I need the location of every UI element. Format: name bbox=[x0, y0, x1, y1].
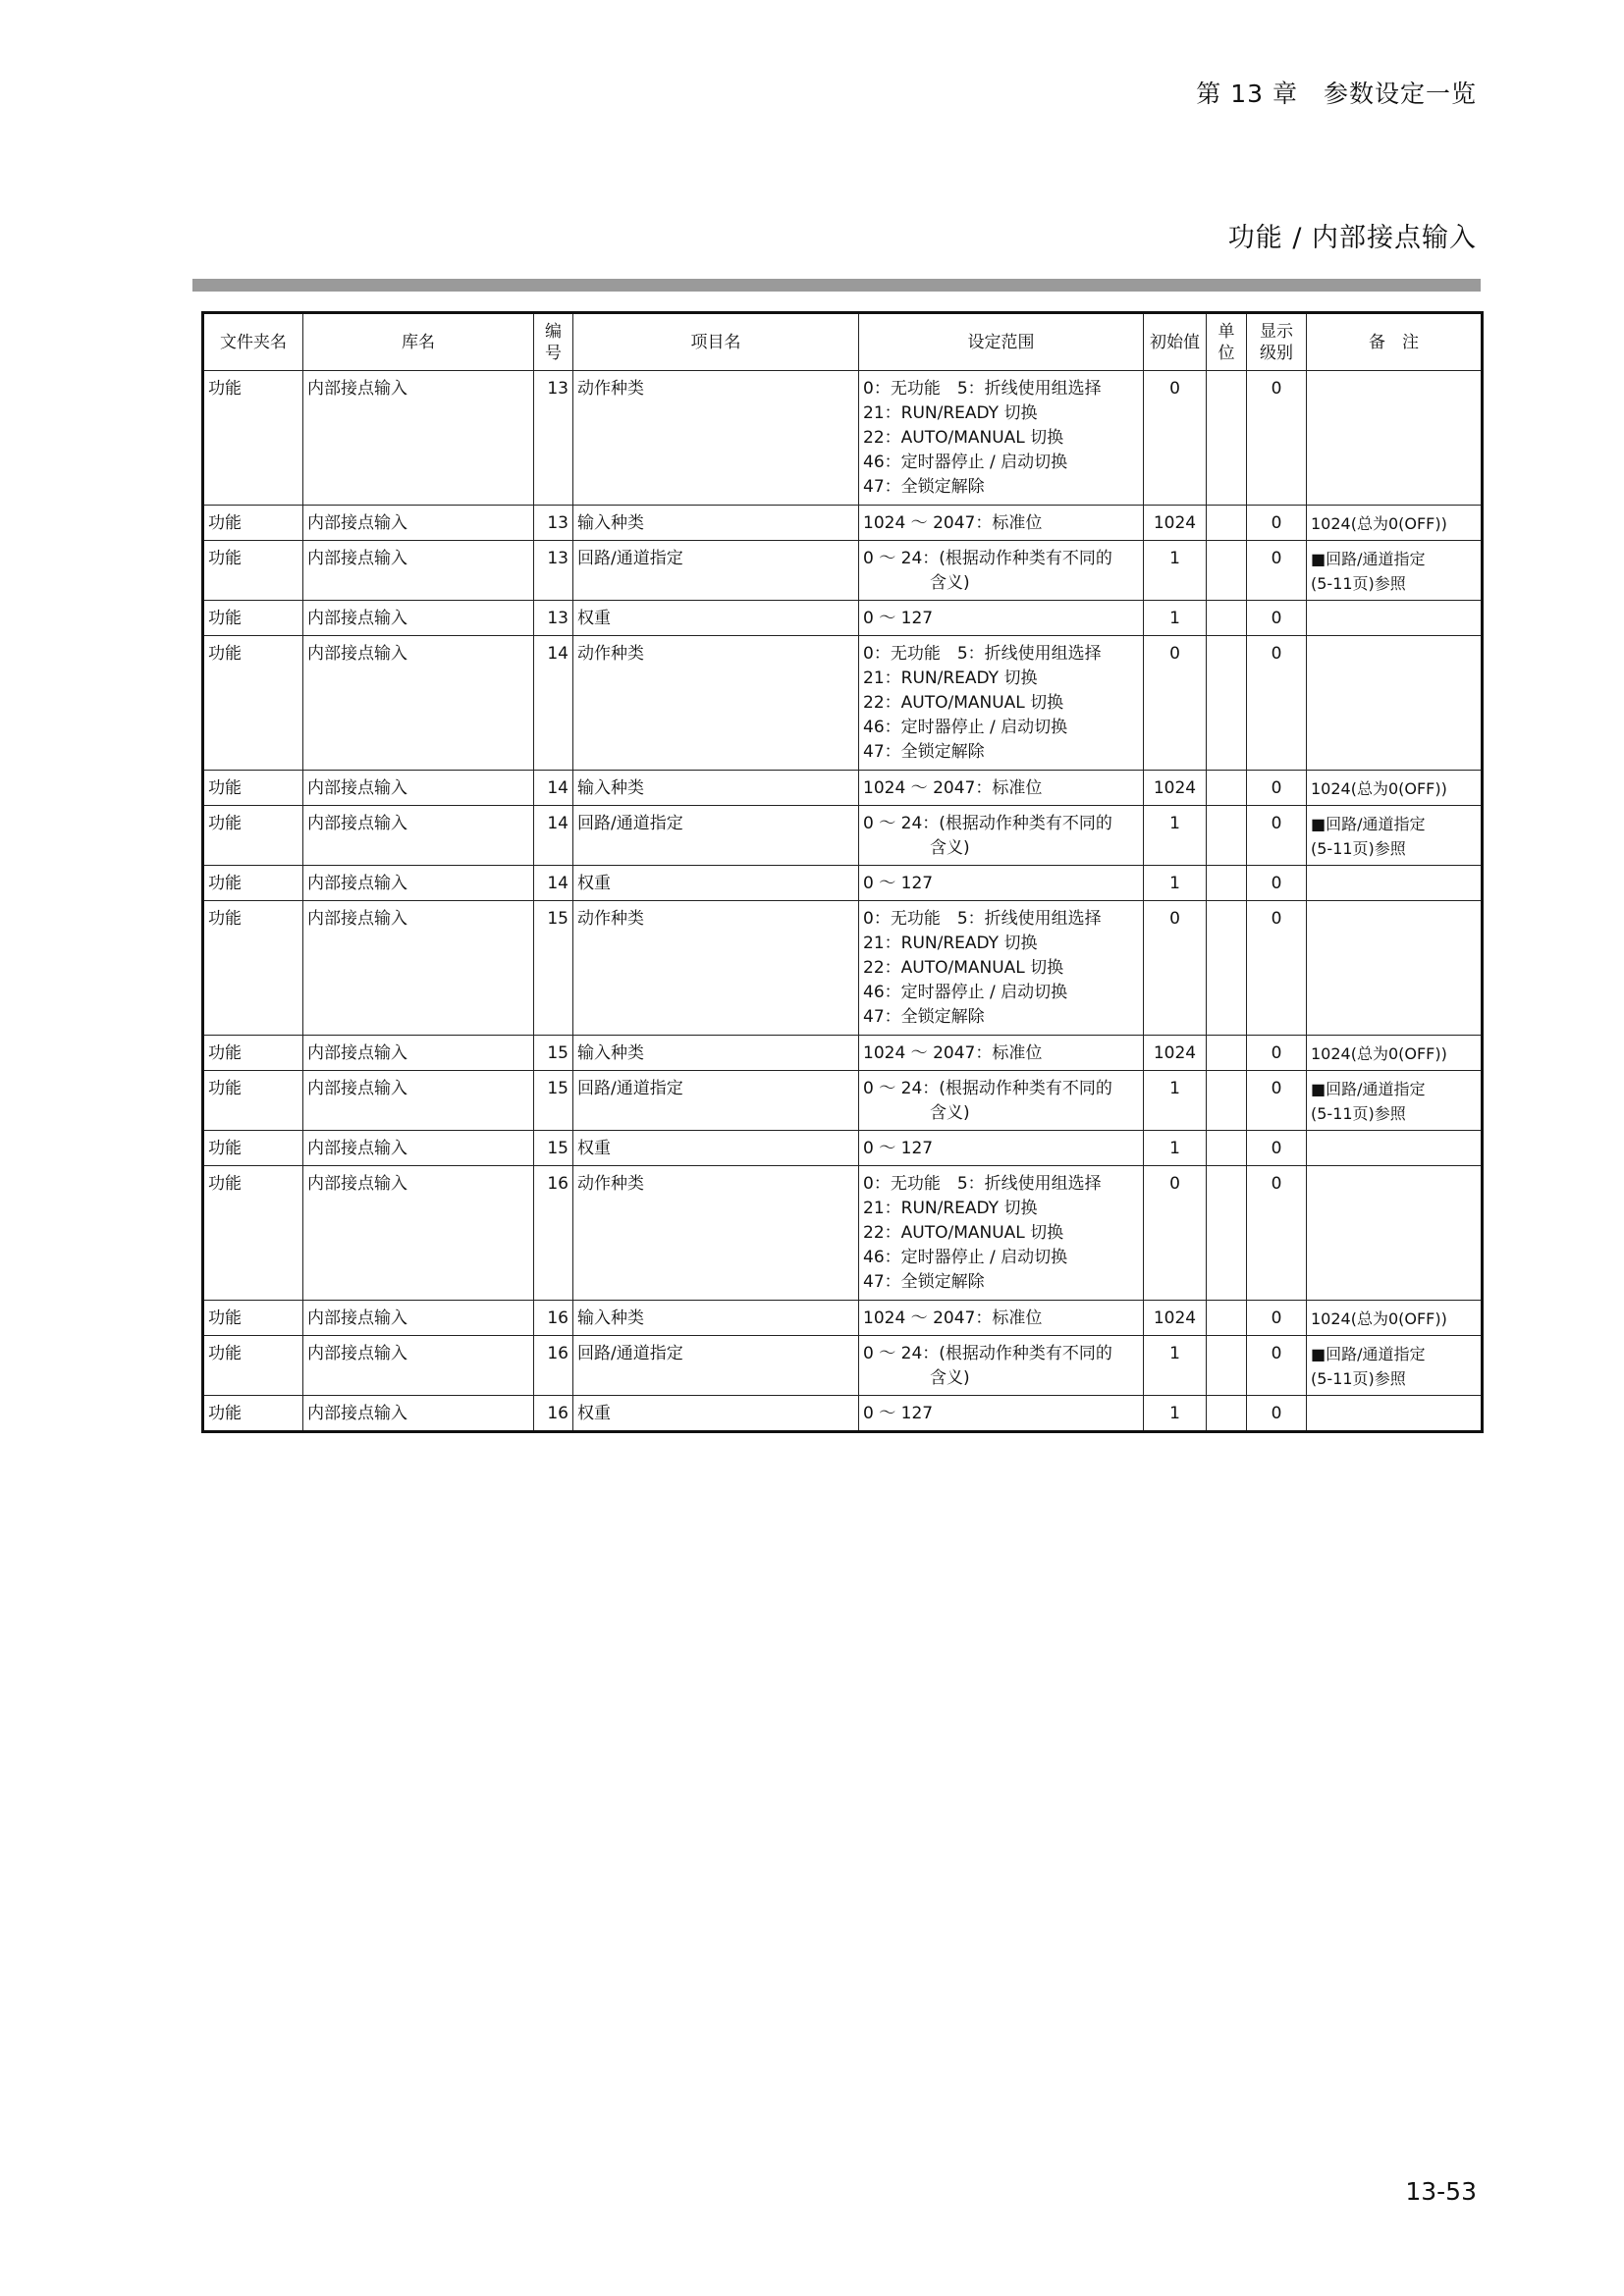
table-header-row bbox=[203, 313, 1483, 371]
unit-cell bbox=[1207, 1336, 1247, 1396]
number-cell: 15 bbox=[534, 1071, 573, 1131]
library-cell: 内部接点输入 bbox=[303, 636, 534, 771]
column-header: 项目名 bbox=[573, 313, 859, 371]
library-cell: 内部接点输入 bbox=[303, 1036, 534, 1071]
library-cell: 内部接点输入 bbox=[303, 371, 534, 506]
table-row bbox=[203, 636, 1483, 771]
display-level-cell: 0 bbox=[1247, 1166, 1307, 1301]
item-name-cell: 输入种类 bbox=[573, 1036, 859, 1071]
remark-cell bbox=[1307, 636, 1483, 771]
range-cell: 0：无功能 5：折线使用组选择 21：RUN/READY 切换 22：AUTO/MANUAL 切换 46：定时器停止 / 启动切换 47：全锁定解除 bbox=[859, 371, 1144, 506]
item-name-cell: 权重 bbox=[573, 601, 859, 636]
library-cell: 内部接点输入 bbox=[303, 601, 534, 636]
remark-cell: ■回路/通道指定 (5-11页)参照 bbox=[1307, 1071, 1483, 1131]
unit-cell bbox=[1207, 806, 1247, 866]
initial-value-cell: 0 bbox=[1144, 901, 1207, 1036]
remark-cell bbox=[1307, 601, 1483, 636]
display-level-cell: 0 bbox=[1247, 1336, 1307, 1396]
display-level-cell: 0 bbox=[1247, 541, 1307, 601]
range-cell: 0 ～ 127 bbox=[859, 866, 1144, 901]
header-divider bbox=[192, 279, 1481, 292]
item-name-cell: 动作种类 bbox=[573, 371, 859, 506]
initial-value-cell: 1 bbox=[1144, 806, 1207, 866]
unit-cell bbox=[1207, 866, 1247, 901]
column-header: 初始值 bbox=[1144, 313, 1207, 371]
number-cell: 13 bbox=[534, 506, 573, 541]
number-cell: 16 bbox=[534, 1396, 573, 1432]
initial-value-cell: 1 bbox=[1144, 1336, 1207, 1396]
number-cell: 15 bbox=[534, 1036, 573, 1071]
folder-cell: 功能 bbox=[203, 541, 303, 601]
remark-cell: 1024(总为0(OFF)) bbox=[1307, 771, 1483, 806]
range-cell: 1024 ～ 2047：标准位 bbox=[859, 506, 1144, 541]
display-level-cell: 0 bbox=[1247, 371, 1307, 506]
item-name-cell: 回路/通道指定 bbox=[573, 1071, 859, 1131]
initial-value-cell: 1 bbox=[1144, 866, 1207, 901]
initial-value-cell: 1 bbox=[1144, 1131, 1207, 1166]
unit-cell bbox=[1207, 1166, 1247, 1301]
unit-cell bbox=[1207, 1301, 1247, 1336]
table-row bbox=[203, 1396, 1483, 1432]
library-cell: 内部接点输入 bbox=[303, 866, 534, 901]
library-cell: 内部接点输入 bbox=[303, 1166, 534, 1301]
unit-cell bbox=[1207, 506, 1247, 541]
column-header: 库名 bbox=[303, 313, 534, 371]
range-cell: 0：无功能 5：折线使用组选择 21：RUN/READY 切换 22：AUTO/MANUAL 切换 46：定时器停止 / 启动切换 47：全锁定解除 bbox=[859, 1166, 1144, 1301]
section-title: 功能 / 内部接点输入 bbox=[1227, 223, 1477, 253]
display-level-cell: 0 bbox=[1247, 806, 1307, 866]
unit-cell bbox=[1207, 1036, 1247, 1071]
library-cell: 内部接点输入 bbox=[303, 1071, 534, 1131]
range-cell: 0 ～ 24：(根据动作种类有不同的 含义) bbox=[859, 1071, 1144, 1131]
initial-value-cell: 1 bbox=[1144, 1396, 1207, 1432]
display-level-cell: 0 bbox=[1247, 1071, 1307, 1131]
column-header: 设定范围 bbox=[859, 313, 1144, 371]
unit-cell bbox=[1207, 901, 1247, 1036]
table-row bbox=[203, 1336, 1483, 1396]
library-cell: 内部接点输入 bbox=[303, 1131, 534, 1166]
number-cell: 14 bbox=[534, 866, 573, 901]
initial-value-cell: 0 bbox=[1144, 1166, 1207, 1301]
range-cell: 0：无功能 5：折线使用组选择 21：RUN/READY 切换 22：AUTO/MANUAL 切换 46：定时器停止 / 启动切换 47：全锁定解除 bbox=[859, 636, 1144, 771]
column-header: 单位 bbox=[1207, 313, 1247, 371]
table-body bbox=[203, 371, 1483, 1432]
remark-cell bbox=[1307, 371, 1483, 506]
table-row bbox=[203, 1301, 1483, 1336]
unit-cell bbox=[1207, 771, 1247, 806]
initial-value-cell: 1 bbox=[1144, 541, 1207, 601]
remark-cell bbox=[1307, 1131, 1483, 1166]
display-level-cell: 0 bbox=[1247, 1301, 1307, 1336]
library-cell: 内部接点输入 bbox=[303, 771, 534, 806]
range-cell: 0 ～ 24：(根据动作种类有不同的 含义) bbox=[859, 806, 1144, 866]
range-cell: 0 ～ 24：(根据动作种类有不同的 含义) bbox=[859, 541, 1144, 601]
folder-cell: 功能 bbox=[203, 1336, 303, 1396]
initial-value-cell: 1024 bbox=[1144, 506, 1207, 541]
library-cell: 内部接点输入 bbox=[303, 901, 534, 1036]
unit-cell bbox=[1207, 371, 1247, 506]
initial-value-cell: 1024 bbox=[1144, 1036, 1207, 1071]
table-row bbox=[203, 866, 1483, 901]
folder-cell: 功能 bbox=[203, 506, 303, 541]
folder-cell: 功能 bbox=[203, 636, 303, 771]
folder-cell: 功能 bbox=[203, 901, 303, 1036]
folder-cell: 功能 bbox=[203, 1166, 303, 1301]
range-cell: 0 ～ 127 bbox=[859, 1131, 1144, 1166]
unit-cell bbox=[1207, 601, 1247, 636]
table-row bbox=[203, 771, 1483, 806]
item-name-cell: 权重 bbox=[573, 866, 859, 901]
display-level-cell: 0 bbox=[1247, 1036, 1307, 1071]
table-row bbox=[203, 806, 1483, 866]
unit-cell bbox=[1207, 1131, 1247, 1166]
library-cell: 内部接点输入 bbox=[303, 1336, 534, 1396]
display-level-cell: 0 bbox=[1247, 636, 1307, 771]
parameter-table bbox=[201, 311, 1484, 1433]
remark-cell bbox=[1307, 1166, 1483, 1301]
chapter-heading: 第 13 章 参数设定一览 bbox=[1196, 80, 1477, 108]
item-name-cell: 动作种类 bbox=[573, 1166, 859, 1301]
initial-value-cell: 1 bbox=[1144, 601, 1207, 636]
number-cell: 14 bbox=[534, 806, 573, 866]
remark-cell bbox=[1307, 1396, 1483, 1432]
folder-cell: 功能 bbox=[203, 1301, 303, 1336]
remark-cell: ■回路/通道指定 (5-11页)参照 bbox=[1307, 1336, 1483, 1396]
display-level-cell: 0 bbox=[1247, 771, 1307, 806]
range-cell: 1024 ～ 2047：标准位 bbox=[859, 1036, 1144, 1071]
remark-cell: ■回路/通道指定 (5-11页)参照 bbox=[1307, 806, 1483, 866]
folder-cell: 功能 bbox=[203, 771, 303, 806]
unit-cell bbox=[1207, 636, 1247, 771]
item-name-cell: 动作种类 bbox=[573, 636, 859, 771]
table-row bbox=[203, 1071, 1483, 1131]
display-level-cell: 0 bbox=[1247, 1131, 1307, 1166]
range-cell: 0：无功能 5：折线使用组选择 21：RUN/READY 切换 22：AUTO/MANUAL 切换 46：定时器停止 / 启动切换 47：全锁定解除 bbox=[859, 901, 1144, 1036]
item-name-cell: 回路/通道指定 bbox=[573, 1336, 859, 1396]
unit-cell bbox=[1207, 1071, 1247, 1131]
remark-cell: 1024(总为0(OFF)) bbox=[1307, 506, 1483, 541]
item-name-cell: 回路/通道指定 bbox=[573, 541, 859, 601]
folder-cell: 功能 bbox=[203, 1071, 303, 1131]
display-level-cell: 0 bbox=[1247, 601, 1307, 636]
table-row bbox=[203, 506, 1483, 541]
item-name-cell: 输入种类 bbox=[573, 506, 859, 541]
folder-cell: 功能 bbox=[203, 1396, 303, 1432]
item-name-cell: 权重 bbox=[573, 1131, 859, 1166]
remark-cell bbox=[1307, 866, 1483, 901]
folder-cell: 功能 bbox=[203, 1131, 303, 1166]
folder-cell: 功能 bbox=[203, 806, 303, 866]
display-level-cell: 0 bbox=[1247, 866, 1307, 901]
number-cell: 13 bbox=[534, 601, 573, 636]
range-cell: 0 ～ 127 bbox=[859, 1396, 1144, 1432]
item-name-cell: 权重 bbox=[573, 1396, 859, 1432]
folder-cell: 功能 bbox=[203, 866, 303, 901]
page-number: 13-53 bbox=[1405, 2177, 1477, 2206]
table-row bbox=[203, 901, 1483, 1036]
number-cell: 15 bbox=[534, 901, 573, 1036]
initial-value-cell: 1024 bbox=[1144, 1301, 1207, 1336]
table-row bbox=[203, 1036, 1483, 1071]
table-row bbox=[203, 1166, 1483, 1301]
number-cell: 14 bbox=[534, 771, 573, 806]
column-header: 显示级别 bbox=[1247, 313, 1307, 371]
unit-cell bbox=[1207, 541, 1247, 601]
initial-value-cell: 0 bbox=[1144, 371, 1207, 506]
initial-value-cell: 1024 bbox=[1144, 771, 1207, 806]
number-cell: 16 bbox=[534, 1166, 573, 1301]
item-name-cell: 输入种类 bbox=[573, 771, 859, 806]
remark-cell: 1024(总为0(OFF)) bbox=[1307, 1036, 1483, 1071]
column-header: 备 注 bbox=[1307, 313, 1483, 371]
number-cell: 16 bbox=[534, 1336, 573, 1396]
number-cell: 16 bbox=[534, 1301, 573, 1336]
table-row bbox=[203, 601, 1483, 636]
library-cell: 内部接点输入 bbox=[303, 1396, 534, 1432]
table-row bbox=[203, 1131, 1483, 1166]
number-cell: 13 bbox=[534, 371, 573, 506]
remark-cell: ■回路/通道指定 (5-11页)参照 bbox=[1307, 541, 1483, 601]
library-cell: 内部接点输入 bbox=[303, 541, 534, 601]
column-header: 文件夹名 bbox=[203, 313, 303, 371]
range-cell: 0 ～ 127 bbox=[859, 601, 1144, 636]
number-cell: 13 bbox=[534, 541, 573, 601]
remark-cell bbox=[1307, 901, 1483, 1036]
initial-value-cell: 1 bbox=[1144, 1071, 1207, 1131]
library-cell: 内部接点输入 bbox=[303, 806, 534, 866]
table-row bbox=[203, 541, 1483, 601]
library-cell: 内部接点输入 bbox=[303, 506, 534, 541]
display-level-cell: 0 bbox=[1247, 901, 1307, 1036]
range-cell: 0 ～ 24：(根据动作种类有不同的 含义) bbox=[859, 1336, 1144, 1396]
initial-value-cell: 0 bbox=[1144, 636, 1207, 771]
unit-cell bbox=[1207, 1396, 1247, 1432]
range-cell: 1024 ～ 2047：标准位 bbox=[859, 771, 1144, 806]
item-name-cell: 回路/通道指定 bbox=[573, 806, 859, 866]
range-cell: 1024 ～ 2047：标准位 bbox=[859, 1301, 1144, 1336]
folder-cell: 功能 bbox=[203, 371, 303, 506]
table-row bbox=[203, 371, 1483, 506]
display-level-cell: 0 bbox=[1247, 506, 1307, 541]
remark-cell: 1024(总为0(OFF)) bbox=[1307, 1301, 1483, 1336]
number-cell: 14 bbox=[534, 636, 573, 771]
folder-cell: 功能 bbox=[203, 1036, 303, 1071]
library-cell: 内部接点输入 bbox=[303, 1301, 534, 1336]
folder-cell: 功能 bbox=[203, 601, 303, 636]
item-name-cell: 输入种类 bbox=[573, 1301, 859, 1336]
number-cell: 15 bbox=[534, 1131, 573, 1166]
column-header: 编号 bbox=[534, 313, 573, 371]
item-name-cell: 动作种类 bbox=[573, 901, 859, 1036]
display-level-cell: 0 bbox=[1247, 1396, 1307, 1432]
